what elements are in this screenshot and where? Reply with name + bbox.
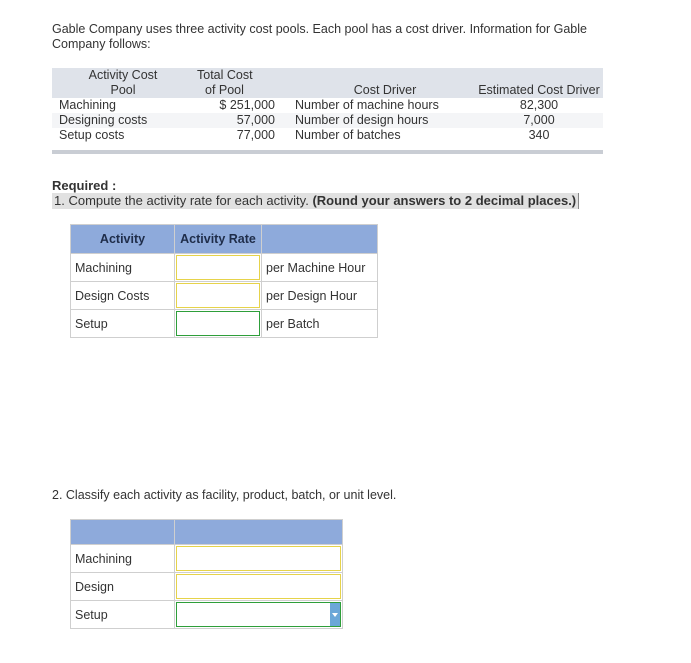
pool-estimated: 7,000 [523, 113, 555, 127]
machining-rate-input[interactable] [175, 254, 262, 282]
rate-row-machining [71, 254, 378, 282]
header-blank-level [175, 520, 343, 545]
input-box[interactable] [176, 311, 260, 336]
input-box[interactable] [176, 283, 260, 308]
header-total-cost [187, 68, 275, 98]
pool-total: $ 251,000 [219, 98, 275, 112]
problem-intro: Gable Company uses three activity cost pools. Each pool has a cost driver. Information for Gable Company follows: [52, 22, 587, 51]
header-activity-rate: Activity Rate [175, 225, 262, 254]
activity-label: Design Costs [71, 282, 175, 310]
question-1 [52, 193, 579, 209]
activity-label: Setup [71, 601, 175, 629]
activity-label: Design [71, 573, 175, 601]
header-activity-cost-pool [52, 68, 187, 98]
unit-label: per Batch [262, 310, 378, 338]
machining-level-input[interactable] [175, 545, 343, 573]
setup-rate-input[interactable] [175, 310, 262, 338]
header-activity: Activity [71, 225, 175, 254]
rate-row-design [71, 282, 378, 310]
header-total-line2: of Pool [205, 83, 244, 97]
pool-driver: Number of machine hours [295, 98, 439, 112]
unit-label: per Design Hour [262, 282, 378, 310]
required-heading: Required : [52, 178, 117, 193]
cost-pool-info-table [52, 68, 603, 143]
input-box[interactable] [176, 574, 341, 599]
rate-table-header [71, 225, 378, 254]
setup-level-select[interactable] [175, 601, 343, 629]
header-pool-line2: Pool [110, 83, 136, 97]
dropdown-button[interactable] [330, 603, 340, 626]
design-level-input[interactable] [175, 573, 343, 601]
pool-estimated: 340 [528, 128, 550, 142]
level-dropdown[interactable] [176, 602, 341, 627]
pool-driver: Number of design hours [295, 113, 429, 127]
activity-label: Machining [71, 545, 175, 573]
question-1-text: 1. Compute the activity rate for each activity. [54, 193, 309, 208]
activity-rate-table [70, 224, 378, 338]
info-row-setup [52, 128, 603, 143]
pool-driver: Number of batches [295, 128, 401, 142]
info-table-divider [52, 150, 603, 154]
design-rate-input[interactable] [175, 282, 262, 310]
classify-row-design [71, 573, 343, 601]
question-2: 2. Classify each activity as facility, product, batch, or unit level. [52, 488, 397, 502]
chevron-down-icon [332, 613, 338, 617]
pool-name: Designing costs [59, 113, 148, 127]
info-row-design [52, 113, 603, 128]
info-header-row [52, 68, 603, 98]
activity-label: Machining [71, 254, 175, 282]
unit-label: per Machine Hour [262, 254, 378, 282]
rate-row-setup [71, 310, 378, 338]
classify-row-setup [71, 601, 343, 629]
info-row-machining [52, 98, 603, 113]
pool-name: Machining [59, 98, 116, 112]
classify-table [70, 519, 343, 629]
input-box[interactable] [176, 255, 260, 280]
header-blank-activity [71, 520, 175, 545]
classify-table-header [71, 520, 343, 545]
pool-estimated: 82,300 [519, 98, 559, 112]
header-cost-driver: Cost Driver [353, 83, 417, 97]
header-estimated-driver: Estimated Cost Driver [478, 83, 600, 97]
question-1-emphasis: (Round your answers to 2 decimal places.) [312, 193, 577, 208]
pool-name: Setup costs [59, 128, 125, 142]
input-box[interactable] [176, 546, 341, 571]
activity-label: Setup [71, 310, 175, 338]
pool-total: 57,000 [236, 113, 275, 127]
header-pool-line1: Activity Cost [88, 68, 158, 82]
header-unit [262, 225, 378, 254]
header-total-line1: Total Cost [197, 68, 253, 82]
classify-row-machining [71, 545, 343, 573]
pool-total: 77,000 [236, 128, 275, 142]
